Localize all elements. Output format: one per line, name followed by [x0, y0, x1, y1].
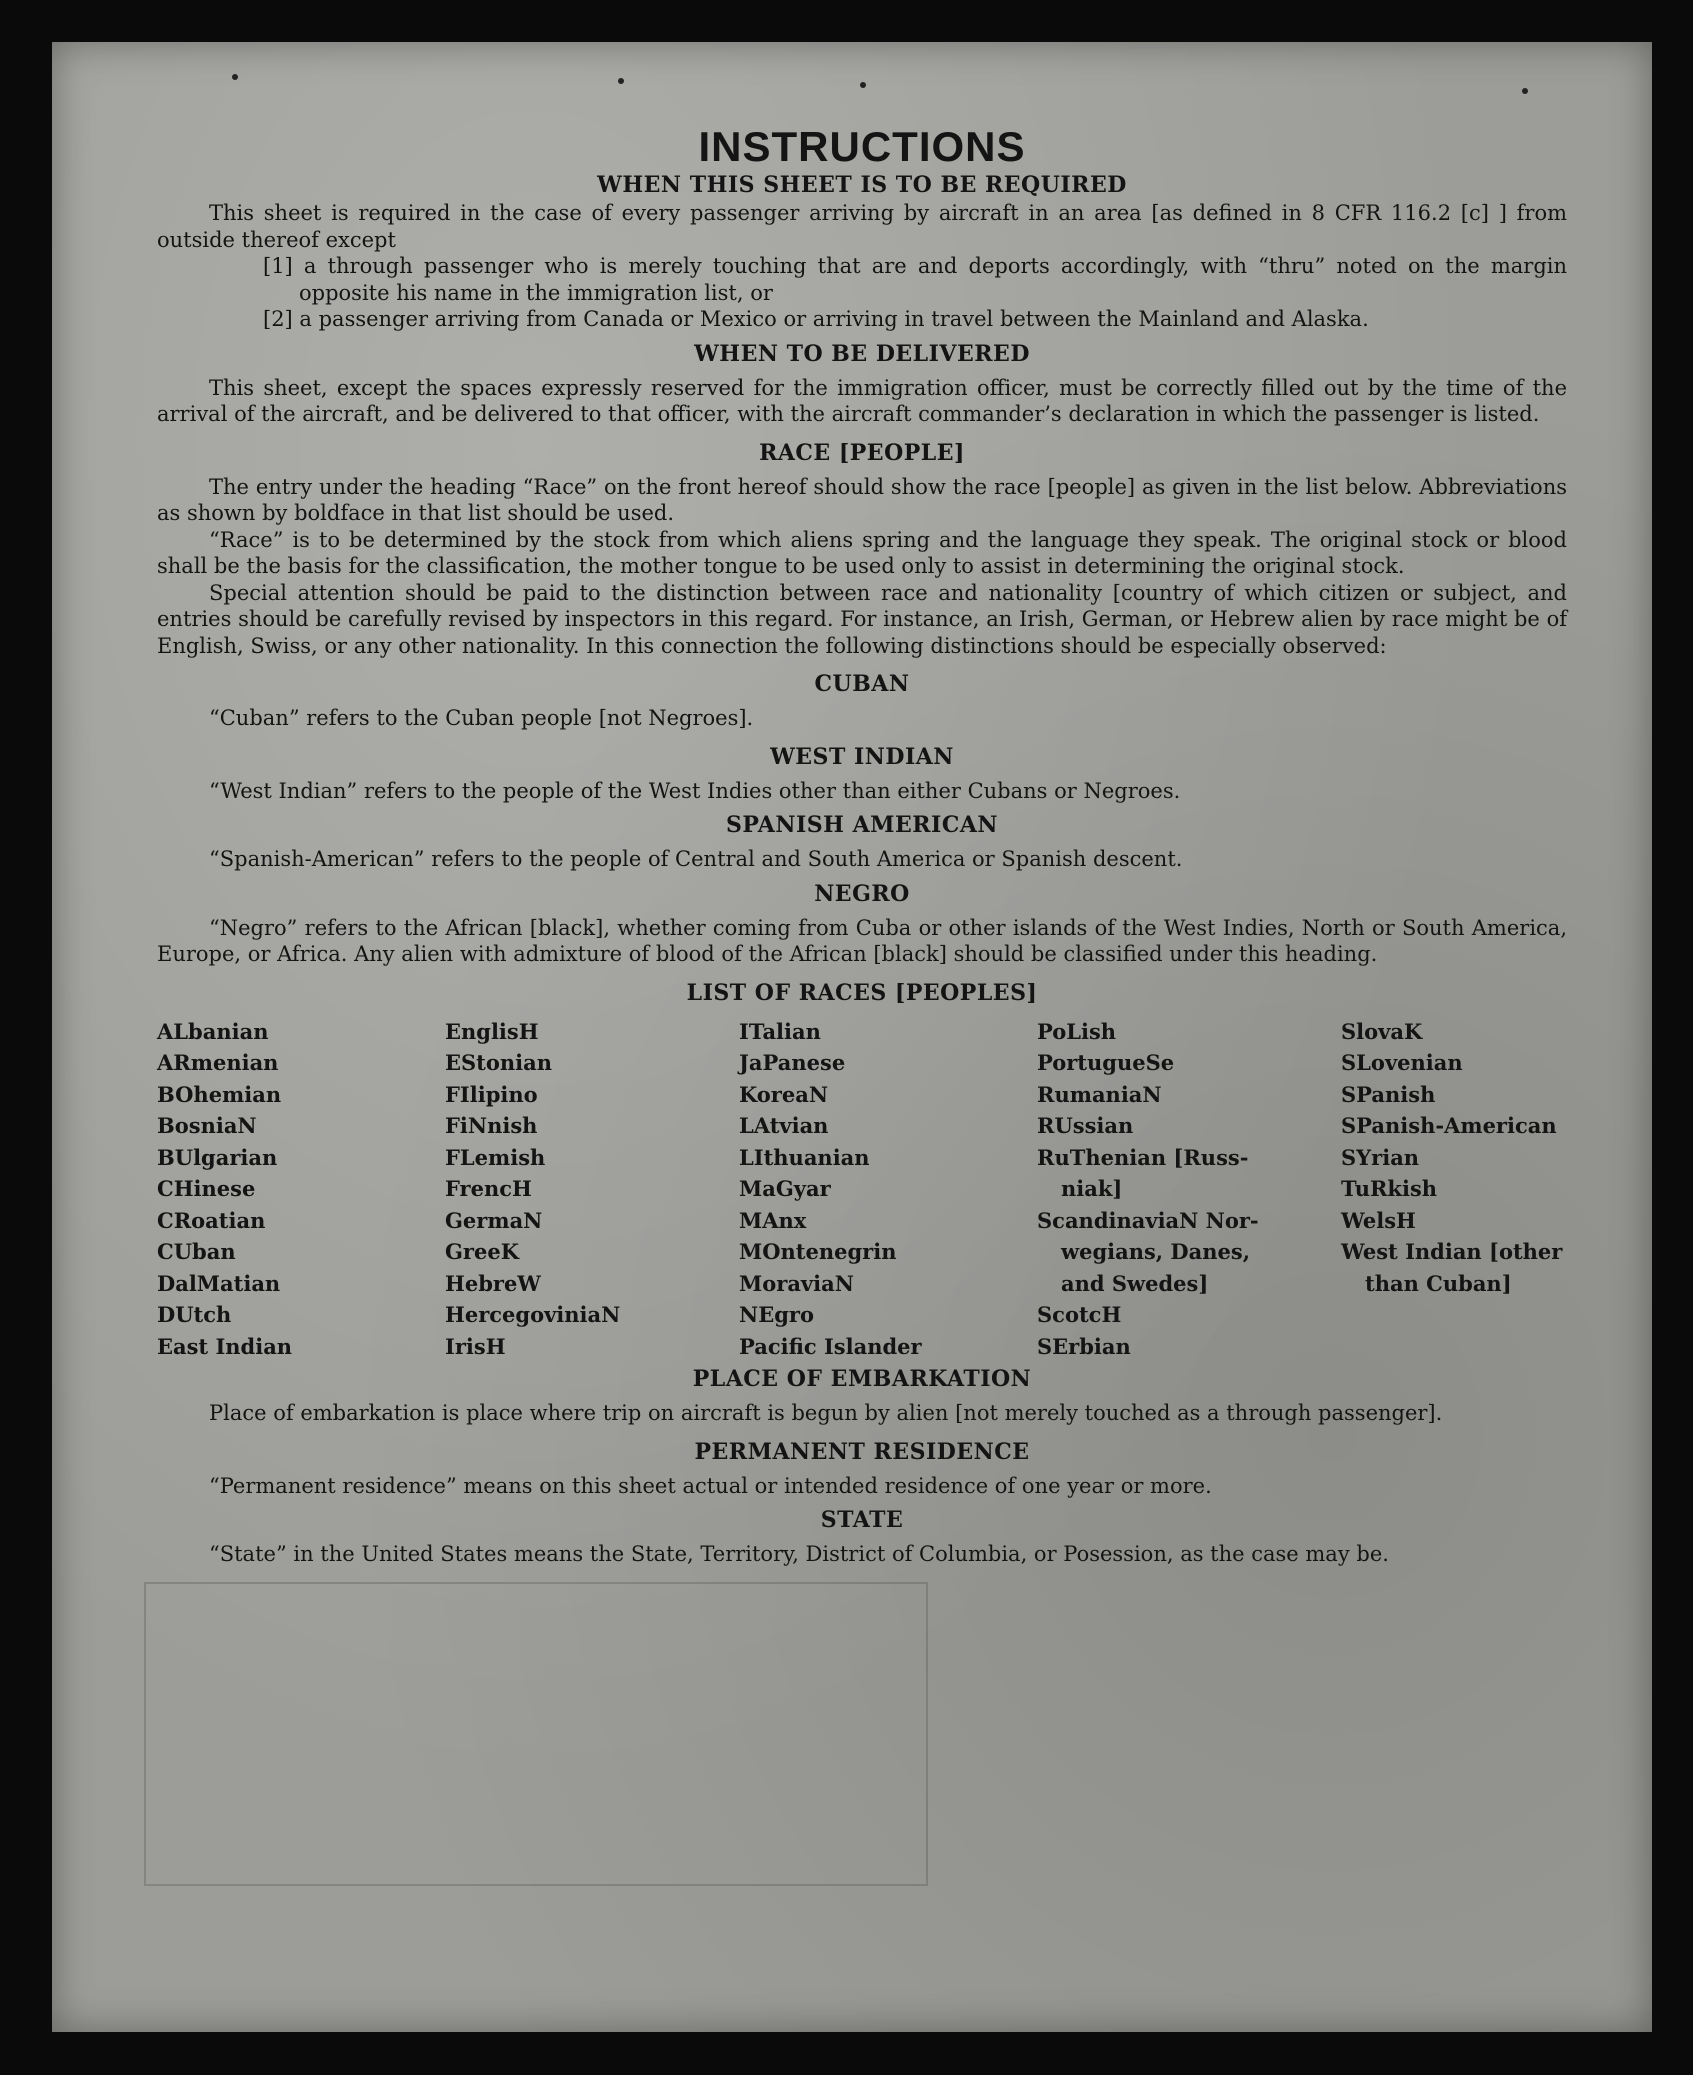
west-indian-text: “West Indian” refers to the people of the West Indies other than either Cubans or Negroes. — [209, 778, 1181, 803]
section-title-residence: PERMANENT RESIDENCE — [694, 1438, 1030, 1465]
race-item: KoreaN — [739, 1081, 829, 1107]
race-item: ScotcH — [1037, 1302, 1122, 1327]
race-paragraph-3: Special attention should be paid to the distinction between race and nationality [country of which citizen or subject, and entries should be carefully revised by inspectors in this regard. For instance, an Irish, German, or Hebrew alien by race might be of English, Swiss, or any other nationality. In this connection the following distinctions should be especially observed: — [157, 580, 1567, 658]
race-item: MAnx — [739, 1207, 807, 1233]
race-item: EnglisH — [445, 1018, 539, 1044]
section-title-west-indian: WEST INDIAN — [770, 743, 954, 770]
negro-text: “Negro” refers to the African [black], whether coming from Cuba or other islands of the West Indies, North or South America, Europe, or Africa. Any alien with admixture of blood of the African [black] should be classified under this heading. — [157, 915, 1567, 966]
race-item: ARmenian — [157, 1050, 279, 1075]
hole-mark — [232, 74, 238, 80]
hole-mark — [618, 78, 624, 84]
race-item: SLovenian — [1341, 1050, 1463, 1075]
race-item: MOntenegrin — [739, 1239, 897, 1264]
section-title-spanish-american: SPANISH AMERICAN — [725, 812, 999, 838]
race-item: RumaniaN — [1037, 1081, 1162, 1107]
race-item: ITalian — [739, 1018, 821, 1044]
instruction-sheet — [52, 42, 1652, 2032]
instructions-content — [157, 124, 1567, 1568]
race-item: CUban — [157, 1239, 236, 1264]
required-intro: This sheet is required in the case of every passenger arriving by aircraft in an area [as defined in 8 CFR 116.2 [c] ] from outside thereof except — [157, 201, 1567, 252]
race-item: FIlipino — [445, 1081, 538, 1107]
race-item: WelsH — [1341, 1207, 1416, 1233]
race-item: PortugueSe — [1037, 1050, 1175, 1075]
embarkation-text: Place of embarkation is place where trip on aircraft is begun by alien [not merely touched as a through passenger]. — [209, 1401, 1443, 1425]
race-item-continuation: niak] — [1061, 1176, 1123, 1201]
race-item: CHinese — [157, 1176, 256, 1201]
race-item: Pacific Islander — [739, 1333, 922, 1359]
race-item: FrencH — [445, 1176, 532, 1201]
residence-text: “Permanent residence” means on this sheet actual or intended residence of one year or more. — [209, 1473, 1212, 1498]
race-item: SErbian — [1037, 1333, 1131, 1359]
race-item: DalMatian — [157, 1270, 281, 1296]
race-item: FLemish — [445, 1144, 546, 1170]
section-title-negro: NEGRO — [814, 880, 910, 907]
race-item: ALbanian — [157, 1018, 269, 1044]
cuban-text: “Cuban” refers to the Cuban people [not Negroes]. — [209, 706, 754, 730]
race-item: BUlgarian — [157, 1144, 278, 1170]
section-title-cuban: CUBAN — [814, 671, 910, 697]
race-item: SPanish-American — [1341, 1113, 1557, 1138]
race-item: HebreW — [445, 1270, 541, 1296]
races-list — [157, 1016, 1567, 1363]
race-item-continuation: wegians, Danes, — [1061, 1239, 1250, 1264]
section-title-required: WHEN THIS SHEET IS TO BE REQUIRED — [597, 172, 1127, 198]
race-item: SPanish — [1341, 1081, 1436, 1107]
race-item: RUssian — [1037, 1113, 1134, 1138]
races-column-1 — [157, 1016, 445, 1363]
hole-mark — [860, 82, 866, 88]
race-item: GermaN — [445, 1207, 543, 1233]
section-title-list-of-races: LIST OF RACES [PEOPLES] — [686, 979, 1038, 1006]
race-item: MoraviaN — [739, 1270, 854, 1296]
race-item: West Indian [other — [1341, 1239, 1563, 1264]
races-column-5 — [1341, 1016, 1567, 1363]
races-column-4 — [1037, 1016, 1341, 1363]
race-item: DUtch — [157, 1302, 232, 1327]
race-item: NEgro — [739, 1302, 814, 1327]
spanish-american-text: “Spanish-American” refers to the people of Central and South America or Spanish descent. — [209, 847, 1183, 871]
section-title-embarkation: PLACE OF EMBARKATION — [692, 1366, 1032, 1392]
race-item: HercegoviniaN — [445, 1302, 621, 1327]
hole-mark — [1522, 88, 1528, 94]
page-title: INSTRUCTIONS — [698, 123, 1026, 170]
races-column-3 — [739, 1016, 1037, 1363]
race-item: SlovaK — [1341, 1018, 1423, 1044]
races-column-2 — [445, 1016, 739, 1363]
delivered-text: This sheet, except the spaces expressly reserved for the immigration officer, must be correctly filled out by the time of the arrival of the aircraft, and be delivered to that officer, with the aircraft commander’s declaration in which the passenger is listed. — [157, 375, 1567, 426]
race-item: CRoatian — [157, 1207, 266, 1233]
race-item-continuation: and Swedes] — [1061, 1270, 1209, 1296]
race-item: GreeK — [445, 1239, 519, 1264]
race-item: FiNnish — [445, 1113, 538, 1138]
race-item: RuThenian [Russ- — [1037, 1144, 1249, 1170]
race-item: LAtvian — [739, 1113, 829, 1138]
race-item: TuRkish — [1341, 1176, 1438, 1201]
race-item: PoLish — [1037, 1018, 1117, 1044]
race-item: MaGyar — [739, 1176, 831, 1201]
race-paragraph-1: The entry under the heading “Race” on the front hereof should show the race [people] as given in the list below. Abbreviations as shown by boldface in that list should be used. — [157, 474, 1567, 525]
race-item: BOhemian — [157, 1081, 282, 1107]
race-item: ScandinaviaN Nor- — [1037, 1207, 1259, 1233]
section-title-state: STATE — [820, 1507, 904, 1533]
race-item: IrisH — [445, 1333, 506, 1359]
bleed-through-box — [144, 1582, 928, 1886]
race-item: BosniaN — [157, 1113, 257, 1138]
race-item: East Indian — [157, 1333, 293, 1359]
required-item-1: [1] a through passenger who is merely touching that are and deports accordingly, with “thru” noted on the margin opposite his name in the immigration list, or — [263, 254, 1567, 305]
race-item: JaPanese — [739, 1050, 846, 1075]
required-item-2: [2] a passenger arriving from Canada or Mexico or arriving in travel between the Mainland and Alaska. — [263, 307, 1369, 331]
race-item: LIthuanian — [739, 1144, 870, 1170]
race-item-continuation: than Cuban] — [1365, 1270, 1512, 1296]
race-item: SYrian — [1341, 1144, 1420, 1170]
section-title-delivered: WHEN TO BE DELIVERED — [694, 340, 1030, 367]
race-paragraph-2: “Race” is to be determined by the stock from which aliens spring and the language they speak. The original stock or blood shall be the basis for the classification, the mother tongue to be used only to assist in determining the original stock. — [157, 527, 1567, 578]
section-title-race: RACE [PEOPLE] — [759, 439, 965, 466]
state-text: “State” in the United States means the State, Territory, District of Columbia, or Posession, as the case may be. — [209, 1542, 1389, 1566]
race-item: EStonian — [445, 1050, 552, 1075]
